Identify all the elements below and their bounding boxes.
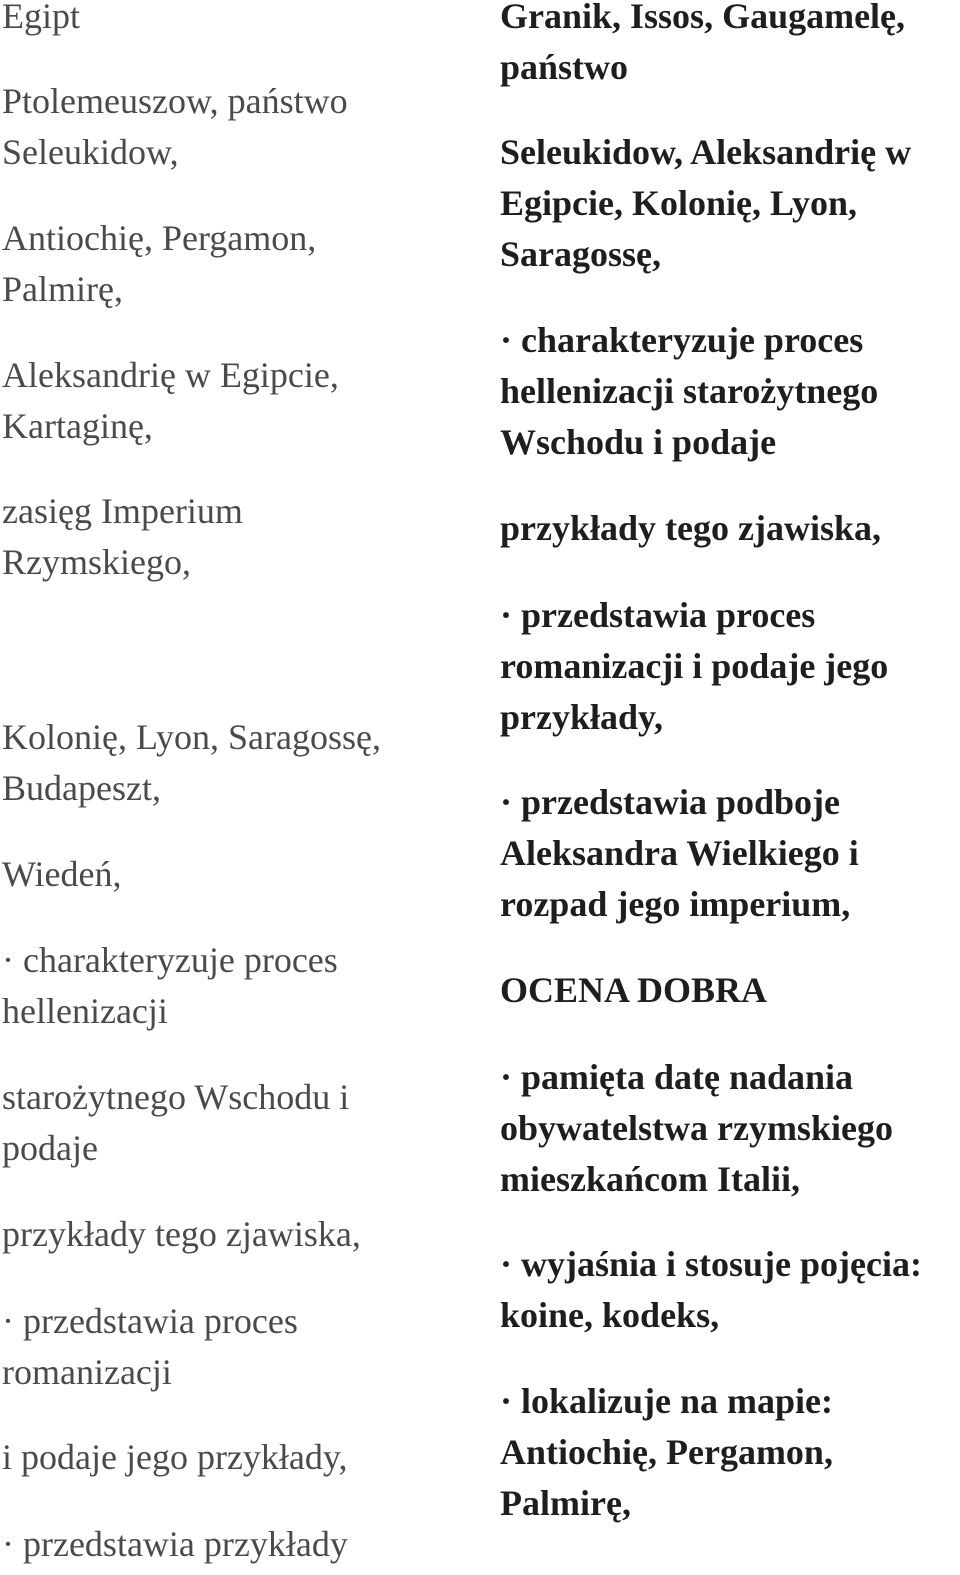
text-line: · lokalizuje na mapie:: [500, 1381, 833, 1421]
text-line: Kartaginę,: [2, 406, 153, 446]
text-line: hellenizacji: [2, 991, 168, 1031]
right-block-5: [500, 590, 960, 743]
text-line: · przedstawia przykłady: [2, 1524, 348, 1564]
text-line: starożytnego Wschodu i: [2, 1077, 350, 1117]
text-line: Egipt: [2, 0, 80, 36]
text-line: · pamięta datę nadania: [500, 1057, 854, 1097]
text-line: Aleksandrię w Egipcie,: [2, 355, 339, 395]
right-block-3: [500, 315, 960, 468]
text-line: Budapeszt,: [2, 768, 161, 808]
text-line: zasięg Imperium: [2, 491, 243, 531]
text-line: · przedstawia podboje: [500, 782, 841, 822]
left-block-6: [2, 712, 482, 814]
right-block-6: [500, 777, 960, 930]
text-line: mieszkańcom Italii,: [500, 1159, 800, 1199]
text-line: · wyjaśnia i stosuje pojęcia:: [500, 1244, 922, 1284]
text-line: Wschodu i podaje: [500, 422, 777, 462]
text-line: koine, kodeks,: [500, 1295, 720, 1335]
text-line: Aleksandra Wielkiego i: [500, 833, 859, 873]
text-line: Saragossę,: [500, 234, 661, 274]
text-line: · charakteryzuje proces: [500, 320, 864, 360]
text-line: Antiochię, Pergamon,: [2, 218, 317, 258]
text-line: Palmirę,: [500, 1483, 631, 1523]
text-line: przykłady tego zjawiska,: [2, 1214, 361, 1254]
text-line: Palmirę,: [2, 269, 123, 309]
left-block-3: [2, 213, 482, 315]
text-line: i podaje jego przykłady,: [2, 1437, 348, 1477]
right-block-8: [500, 1052, 960, 1205]
text-line: Wiedeń,: [2, 854, 122, 894]
text-line: Ptolemeuszow, państwo: [2, 81, 348, 121]
text-line: podaje: [2, 1128, 98, 1168]
left-block-10: [2, 1209, 482, 1260]
text-line: Rzymskiego,: [2, 542, 191, 582]
right-block-10: [500, 1376, 960, 1529]
text-line: Granik, Issos, Gaugamelę,: [500, 0, 906, 36]
left-block-9: [2, 1072, 482, 1174]
left-block-12: [2, 1432, 482, 1483]
left-block-1: [2, 0, 482, 42]
text-line: romanizacji: [2, 1352, 172, 1392]
left-block-7: [2, 849, 482, 900]
text-line: rozpad jego imperium,: [500, 884, 851, 924]
left-block-2: [2, 76, 482, 178]
left-block-8: [2, 935, 482, 1037]
left-block-5: [2, 486, 482, 588]
right-block-2: [500, 127, 960, 280]
text-line: Seleukidow, Aleksandrię w: [500, 132, 912, 172]
text-line: obywatelstwa rzymskiego: [500, 1108, 893, 1148]
text-line: · charakteryzuje proces: [2, 940, 338, 980]
right-block-7: [500, 965, 960, 1016]
text-line: romanizacji i podaje jego: [500, 646, 889, 686]
section-heading: OCENA DOBRA: [500, 970, 768, 1010]
text-line: Kolonię, Lyon, Saragossę,: [2, 717, 381, 757]
left-block-4: [2, 350, 482, 452]
text-line: hellenizacji starożytnego: [500, 371, 879, 411]
text-line: przykłady tego zjawiska,: [500, 508, 881, 548]
right-block-9: [500, 1239, 960, 1341]
text-line: Seleukidow,: [2, 132, 179, 172]
right-block-1: [500, 0, 960, 93]
text-line: Antiochię, Pergamon,: [500, 1432, 833, 1472]
text-line: Egipcie, Kolonię, Lyon,: [500, 183, 858, 223]
text-line: · przedstawia proces: [2, 1301, 298, 1341]
text-line: · przedstawia proces: [500, 595, 816, 635]
text-line: państwo: [500, 47, 629, 87]
text-line: przykłady,: [500, 697, 664, 737]
left-block-11: [2, 1296, 482, 1398]
left-block-13: [2, 1519, 482, 1570]
right-block-4: [500, 503, 960, 554]
